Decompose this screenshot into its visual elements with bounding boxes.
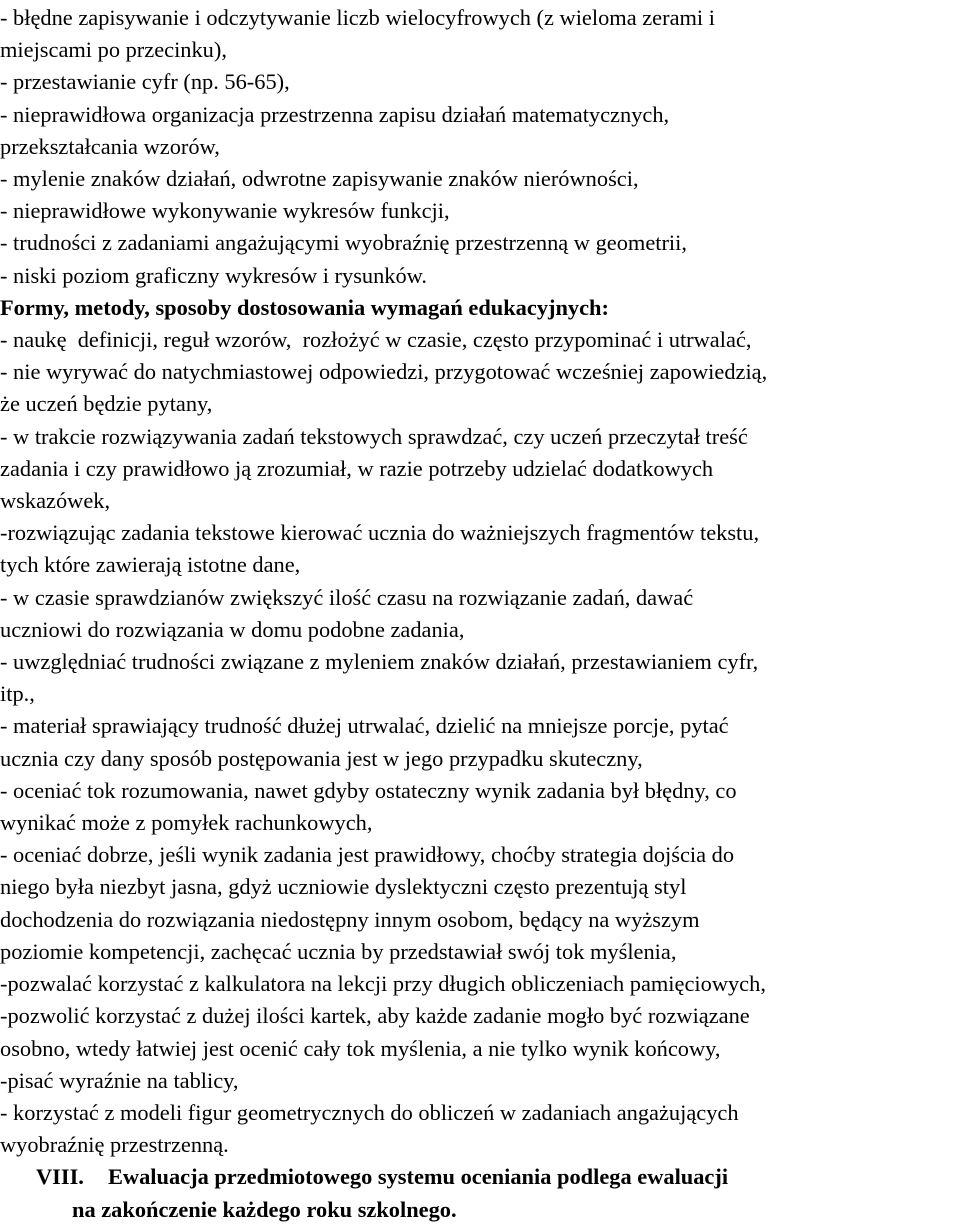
- list-line: -pisać wyraźnie na tablicy,: [0, 1067, 239, 1093]
- list-line: ucznia czy dany sposób postępowania jest w jego przypadku skuteczny,: [0, 745, 643, 771]
- list-line: miejscami po przecinku),: [0, 37, 227, 63]
- list-line: - mylenie znaków działań, odwrotne zapisywanie znaków nierówności,: [0, 166, 639, 192]
- list-line: - w czasie sprawdzianów zwiększyć ilość czasu na rozwiązanie zadań, dawać: [0, 584, 694, 610]
- list-line: - oceniać tok rozumowania, nawet gdyby ostateczny wynik zadania był błędny, co: [0, 777, 737, 803]
- list-line: - naukę definicji, reguł wzorów, rozłożyć w czasie, często przypominać i utrwalać,: [0, 327, 752, 353]
- list-line: przekształcania wzorów,: [0, 133, 220, 159]
- list-line: zadania i czy prawidłowo ją zrozumiał, w razie potrzeby udzielać dodatkowych: [0, 455, 714, 481]
- list-line: - w trakcie rozwiązywania zadań tekstowych sprawdzać, czy uczeń przeczytał treść: [0, 423, 748, 449]
- list-line: niego była niezbyt jasna, gdyż uczniowie dyslektyczni często prezentują styl: [0, 874, 687, 900]
- list-line: wskazówek,: [0, 488, 111, 514]
- list-line: -pozwolić korzystać z dużej ilości kartek, aby każde zadanie mogło być rozwiązane: [0, 1003, 750, 1029]
- list-line: - przestawianie cyfr (np. 56-65),: [0, 69, 290, 95]
- list-line: wynikać może z pomyłek rachunkowych,: [0, 810, 373, 836]
- list-line: -pozwalać korzystać z kalkulatora na lekcji przy długich obliczeniach pamięciowych,: [0, 971, 766, 997]
- list-line: tych które zawierają istotne dane,: [0, 552, 301, 578]
- list-line: że uczeń będzie pytany,: [0, 391, 213, 417]
- section-title-continuation: na zakończenie każdego roku szkolnego.: [72, 1196, 457, 1222]
- intro-list: [0, 2, 954, 292]
- section-viii: [0, 1161, 954, 1225]
- list-line: - trudności z zadaniami angażującymi wyobraźnię przestrzenną w geometrii,: [0, 230, 687, 256]
- list-line: dochodzenia do rozwiązania niedostępny innym osobom, będący na wyższym: [0, 906, 700, 932]
- list-line: poziomie kompetencji, zachęcać ucznia by przedstawiał swój tok myślenia,: [0, 938, 677, 964]
- section-title-line: [0, 1161, 954, 1193]
- section-heading: Formy, metody, sposoby dostosowania wymagań edukacyjnych:: [0, 294, 609, 320]
- list-line: - nieprawidłowe wykonywanie wykresów funkcji,: [0, 198, 450, 224]
- list-line: - uwzględniać trudności związane z myleniem znaków działań, przestawianiem cyfr,: [0, 649, 759, 675]
- list-line: wyobraźnię przestrzenną.: [0, 1132, 229, 1158]
- list-line: uczniowi do rozwiązania w domu podobne zadania,: [0, 616, 465, 642]
- list-line: - korzystać z modeli figur geometrycznych do obliczeń w zadaniach angażujących: [0, 1099, 739, 1125]
- list-line: - błędne zapisywanie i odczytywanie liczb wielocyfrowych (z wieloma zerami i: [0, 5, 715, 30]
- list-line: - materiał sprawiający trudność dłużej utrwalać, dzielić na mniejsze porcje, pytać: [0, 713, 729, 739]
- list-line: - oceniać dobrze, jeśli wynik zadania jest prawidłowy, choćby strategia dojścia do: [0, 842, 735, 868]
- section-number: VIII.: [36, 1164, 84, 1190]
- methods-list: [0, 324, 954, 1161]
- list-line: - nie wyrywać do natychmiastowej odpowiedzi, przygotować wcześniej zapowiedzią,: [0, 359, 768, 385]
- list-line: -rozwiązując zadania tekstowe kierować ucznia do ważniejszych fragmentów tekstu,: [0, 520, 760, 546]
- list-line: osobno, wtedy łatwiej jest ocenić cały tok myślenia, a nie tylko wynik końcowy,: [0, 1035, 721, 1061]
- section-title: Ewaluacja przedmiotowego systemu oceniania podlega ewaluacji: [108, 1164, 729, 1190]
- list-line: itp.,: [0, 681, 35, 707]
- list-line: - nieprawidłowa organizacja przestrzenna zapisu działań matematycznych,: [0, 101, 670, 127]
- list-line: - niski poziom graficzny wykresów i rysunków.: [0, 262, 427, 288]
